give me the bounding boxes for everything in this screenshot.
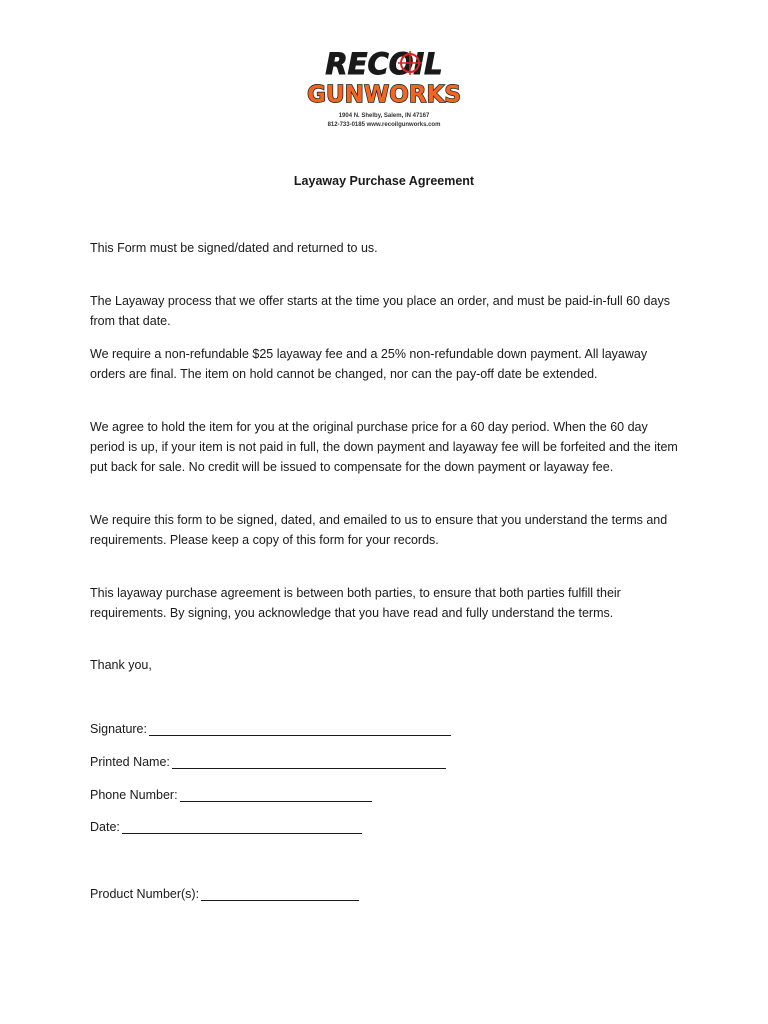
paragraph-fees: We require a non-refundable $25 layaway fee and a 25% non-refundable down payment. All layaway orders are final. The item on hold cannot be changed, nor can the pay-off date be extended. [90, 347, 648, 381]
signature-label: Signature: [90, 722, 147, 736]
printed-name-field [90, 755, 446, 769]
paragraph-form-requirement: We require this form to be signed, dated, and emailed to us to ensure that you understand the terms and requirements. Please keep a copy of this form for your records. [90, 513, 668, 547]
paragraph-hold-period: We agree to hold the item for you at the original purchase price for a 60 day period. When the 60 day period is up, if your item is not paid in full, the down payment and layaway fee will be forfeited and the item put back for sale. No credit will be issued to compensate for the down payment or layaway fee. [90, 420, 678, 474]
paragraph-agreement-parties: This layaway purchase agreement is between both parties, to ensure that both parties fulfill their requirements. By signing, you acknowledge that you have read and fully understand the terms. [90, 586, 621, 620]
phone-number-line[interactable] [180, 789, 372, 802]
phone-number-label: Phone Number: [90, 788, 178, 802]
paragraph-sign-return: This Form must be signed/dated and returned to us. [90, 241, 378, 255]
company-address: 1904 N. Shelby, Salem, IN 47167 [338, 113, 430, 119]
phone-number-field [90, 788, 372, 802]
recoil-gunworks-logo-icon [304, 46, 464, 110]
logo-line1: RECOIL [325, 47, 443, 81]
printed-name-line[interactable] [172, 756, 446, 769]
paragraph-layaway-process: The Layaway process that we offer starts at the time you place an order, and must be paid-in-full 60 days from that date. [90, 294, 670, 328]
date-line[interactable] [122, 821, 362, 834]
logo-line2: GUNWORKS [307, 82, 461, 108]
date-field [90, 820, 362, 834]
product-number-field [90, 887, 359, 901]
company-contact: 812-733-0185 www.recoilgunworks.com [327, 122, 441, 128]
signature-line[interactable] [149, 723, 451, 736]
product-number-line[interactable] [201, 888, 359, 901]
product-number-label: Product Number(s): [90, 887, 200, 901]
printed-name-label: Printed Name: [90, 755, 170, 769]
closing-thank-you: Thank you, [90, 658, 152, 672]
signature-field [90, 722, 451, 736]
document-title: Layaway Purchase Agreement [293, 174, 475, 188]
date-label: Date: [90, 820, 120, 834]
company-logo [304, 46, 464, 110]
